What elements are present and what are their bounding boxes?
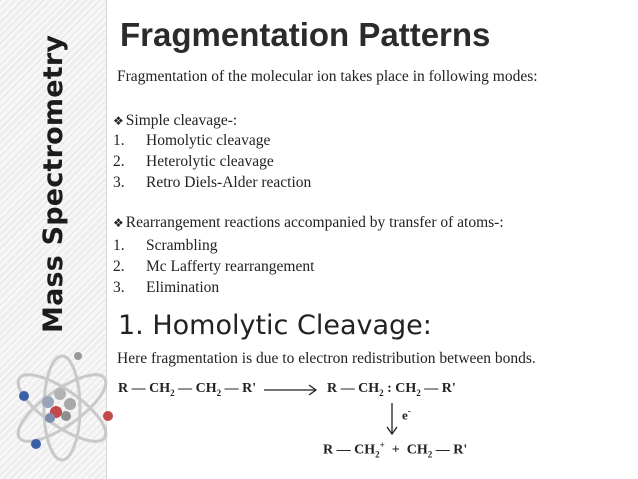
atom-icon: [4, 340, 126, 470]
page-title: Fragmentation Patterns: [120, 16, 491, 53]
down-arrow-icon: [386, 402, 398, 436]
list-item: 1. Scrambling: [113, 237, 218, 254]
rearrangement-list: [113, 235, 314, 298]
list-item: 3. Retro Diels-Alder reaction: [113, 174, 312, 191]
rearrangement-heading: ❖ Rearrangement reactions accompanied by transfer of atoms-:: [113, 214, 504, 231]
list-item: 3. Elimination: [113, 279, 220, 296]
diamond-bullet-icon: ❖: [113, 114, 124, 128]
electron-label: e-: [402, 406, 411, 423]
diamond-bullet-icon: ❖: [113, 216, 124, 230]
sidebar: [0, 0, 107, 479]
vertical-title: Mass Spectrometry: [38, 34, 69, 333]
list-item: 2. Heterolytic cleavage: [113, 153, 274, 170]
reaction-arrow-icon: [263, 384, 321, 396]
section-heading: 1. Homolytic Cleavage:: [118, 310, 432, 341]
list-item: 2. Mc Lafferty rearrangement: [113, 258, 315, 275]
ion-products-formula: R — $CH_2^+ + CH_2$ — R': [323, 440, 468, 460]
simple-cleavage-list: [113, 130, 311, 193]
list-item: 1. Homolytic cleavage: [113, 132, 271, 149]
intro-text: Fragmentation of the molecular ion takes place in following modes:: [117, 68, 538, 85]
section-description: Here fragmentation is due to electron redistribution between bonds.: [117, 350, 536, 367]
reactant-formula: R — $CH_2$ — $CH_2$ — R': [118, 381, 257, 398]
product-radicals-formula: R — $CH_2$ : $CH_2$ — R': [327, 381, 456, 398]
simple-cleavage-heading: ❖ Simple cleavage-:: [113, 112, 238, 129]
